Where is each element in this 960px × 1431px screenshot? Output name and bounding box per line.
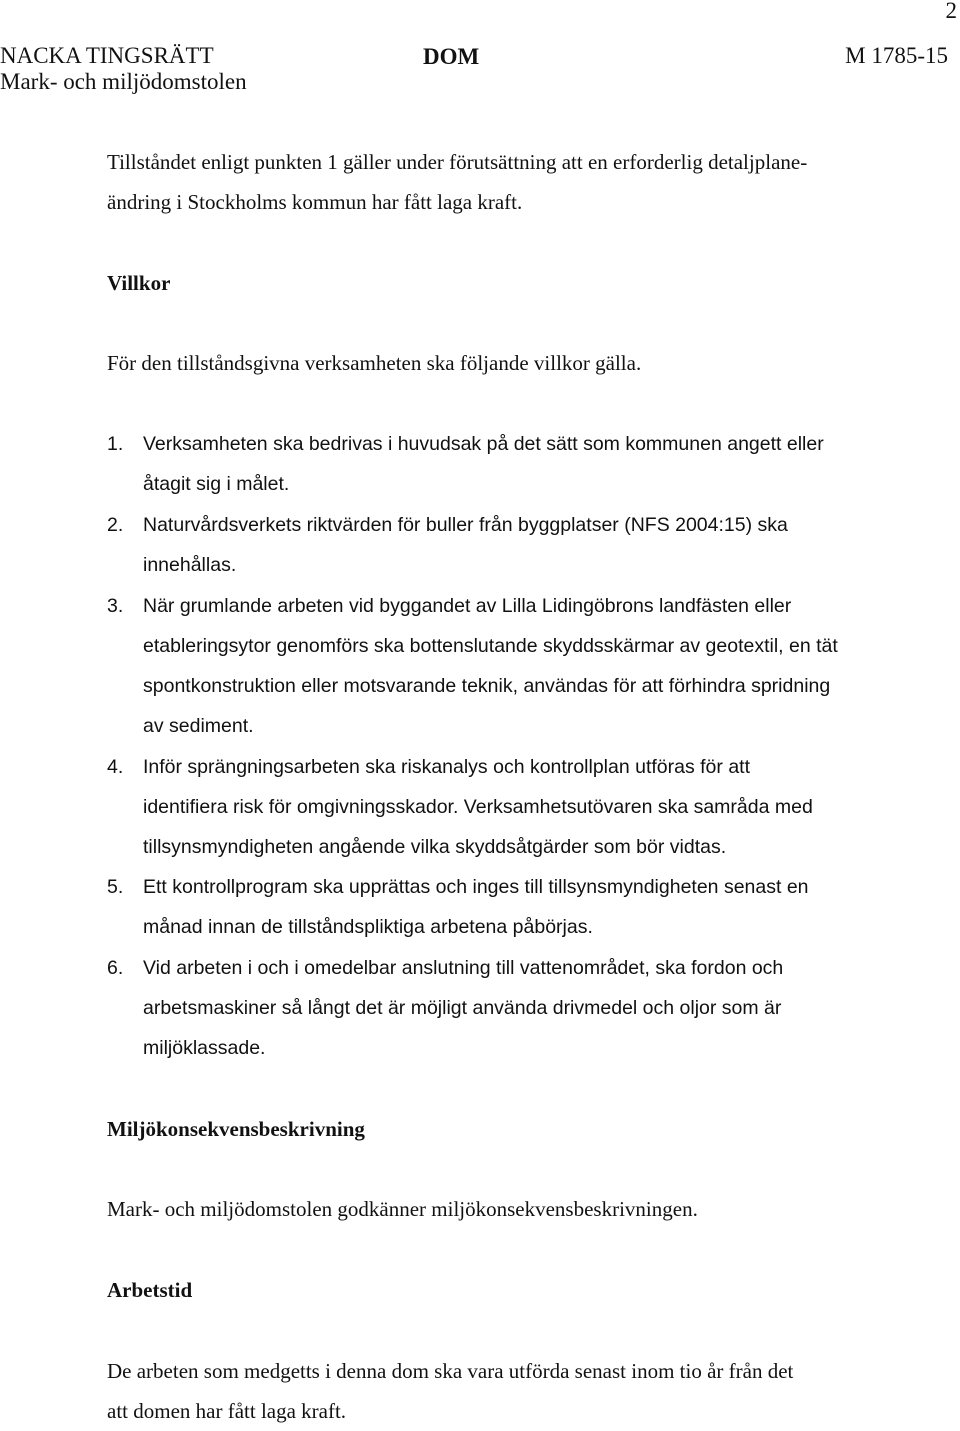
document-type: DOM <box>423 44 480 69</box>
court-name: NACKA TINGSRÄTT <box>0 43 214 68</box>
list-item-number: 6. <box>107 957 124 979</box>
intro-line-1: Tillståndet enligt punkten 1 gäller under förutsättning att en erforderlig detaljplane- <box>107 150 808 174</box>
arbetstid-line-2: att domen har fått laga kraft. <box>107 1399 347 1423</box>
list-item-line: Ett kontrollprogram ska upprättas och inges till tillsynsmyndigheten senast en <box>143 876 809 898</box>
list-item-line: identifiera risk för omgivningsskador. Verksamhetsutövaren ska samråda med <box>143 796 813 818</box>
villkor-lead: För den tillståndsgivna verksamheten ska följande villkor gälla. <box>107 351 642 375</box>
list-item-number: 2. <box>107 514 124 536</box>
list-item-line: Vid arbeten i och i omedelbar anslutning till vattenområdet, ska fordon och <box>143 957 784 979</box>
list-item-line: spontkonstruktion eller motsvarande teknik, användas för att förhindra spridning <box>143 675 831 697</box>
intro-line-2: ändring i Stockholms kommun har fått laga kraft. <box>107 190 523 214</box>
list-item-line: etableringsytor genomförs ska bottenslutande skyddsskärmar av geotextil, en tät <box>143 635 838 657</box>
court-division: Mark- och miljödomstolen <box>0 69 247 94</box>
villkor-heading: Villkor <box>107 271 171 295</box>
mkb-text: Mark- och miljödomstolen godkänner miljökonsekvensbeskrivningen. <box>107 1197 698 1221</box>
list-item-line: När grumlande arbeten vid byggandet av Lilla Lidingöbrons landfästen eller <box>143 595 792 617</box>
list-item-line: Inför sprängningsarbeten ska riskanalys och kontrollplan utföras för att <box>143 756 750 778</box>
list-item-number: 5. <box>107 876 124 898</box>
list-item-line: tillsynsmyndigheten angående vilka skyddsåtgärder som bör vidtas. <box>143 836 727 858</box>
list-item-line: Naturvårdsverkets riktvärden för buller från byggplatser (NFS 2004:15) ska <box>143 514 788 536</box>
arbetstid-heading: Arbetstid <box>107 1278 193 1302</box>
list-item-line: innehållas. <box>143 554 237 576</box>
list-item-number: 4. <box>107 756 124 778</box>
case-number: M 1785-15 <box>845 43 948 68</box>
list-item-line: arbetsmaskiner så långt det är möjligt använda drivmedel och oljor som är <box>143 997 782 1019</box>
list-item-line: av sediment. <box>143 715 254 737</box>
page-number: 2 <box>945 0 957 23</box>
mkb-heading: Miljökonsekvensbeskrivning <box>107 1117 365 1141</box>
list-item-line: åtagit sig i målet. <box>143 473 290 495</box>
arbetstid-line-1: De arbeten som medgetts i denna dom ska vara utförda senast inom tio år från det <box>107 1359 794 1383</box>
list-item-number: 3. <box>107 595 124 617</box>
list-item-line: Verksamheten ska bedrivas i huvudsak på det sätt som kommunen angett eller <box>143 433 824 455</box>
list-item-line: miljöklassade. <box>143 1037 266 1059</box>
list-item-line: månad innan de tillståndspliktiga arbetena påbörjas. <box>143 916 593 938</box>
list-item-number: 1. <box>107 433 124 455</box>
